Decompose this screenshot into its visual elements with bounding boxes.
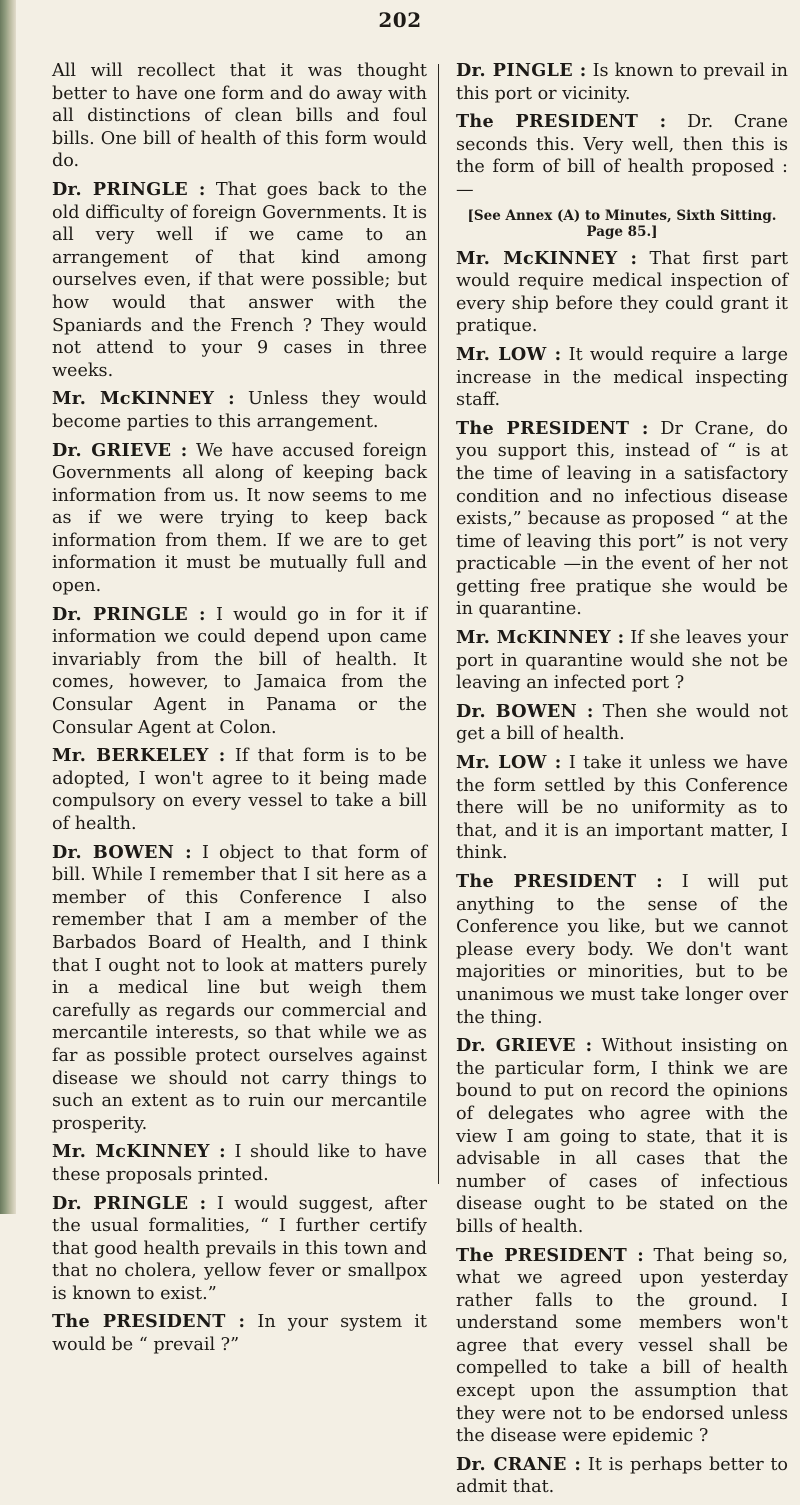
speaker-name: The PRESIDENT : [456, 871, 663, 892]
column-divider [438, 64, 439, 1184]
speaker-name: Mr. BERKELEY : [52, 745, 226, 767]
paragraph [456, 111, 788, 201]
paragraph [52, 60, 427, 173]
speaker-name: Dr. CRANE : [456, 1453, 582, 1475]
speech-text: Is known to prevail in this port or vicinity. [456, 61, 788, 104]
paragraph [456, 344, 788, 412]
speech-text: That goes back to the old difficulty of foreign Governments. It is all very well if we came to an arrangement of that kind among ourselves even, if that were possible; but how would that answer with the Spaniards and the French ? They would not attend to your 9 cases in three weeks. [52, 179, 427, 381]
speaker-name: The PRESIDENT : [456, 111, 667, 133]
speech-text: That being so, what we agreed upon yesterday rather falls to the ground. I understand some members won't agree that every vessel shall be compelled to take a bill of health except upon the assumption that they were not to be endorsed unless the disease were epidemic ? [456, 1245, 789, 1447]
paragraph [456, 418, 788, 621]
speaker-name: The PRESIDENT : [52, 1311, 246, 1333]
speaker-name: Mr. McKINNEY : [456, 247, 638, 269]
page-binding-edge [0, 0, 16, 1214]
paragraph [52, 1193, 427, 1306]
speech-text: I should like to have these proposals printed. [52, 1142, 428, 1185]
speaker-name: Dr. PINGLE : [456, 60, 587, 81]
paragraph [456, 871, 788, 1029]
paragraph [52, 745, 427, 835]
paragraph [52, 440, 427, 598]
speaker-name: Mr. LOW : [456, 752, 562, 774]
speaker-name: The PRESIDENT : [456, 417, 649, 439]
speech-text: I would suggest, after the usual formalities, “ I further certify that good health prevails in this town and that no cholera, yellow fever or smallpox is known to exist.” [52, 1193, 428, 1304]
speech-text: If that form is to be adopted, I won't agree to it being made compulsory on every vessel to take a bill of health. [52, 746, 427, 834]
paragraph [52, 388, 427, 433]
paragraph [52, 604, 427, 740]
paragraph [456, 1454, 788, 1499]
speech-text: It is perhaps better to admit that. [456, 1454, 789, 1498]
annex-note: [See Annex (A) to Minutes, Sixth Sitting. Page 85.] [467, 207, 777, 240]
speech-text: Unless they would become parties to this arrangement. [52, 389, 428, 432]
speaker-name: Dr. PRINGLE : [52, 603, 206, 625]
paragraph [52, 179, 427, 382]
speaker-name: Dr. GRIEVE : [52, 439, 188, 461]
speaker-name: Dr. BOWEN : [52, 841, 192, 863]
speaker-name: Dr. BOWEN : [456, 700, 594, 722]
page-number: 202 [378, 8, 422, 32]
speech-text: I take it unless we have the form settled by this Conference there will be no uniformity as to that, and it is an important matter, I think. [456, 753, 788, 864]
paragraph [456, 60, 788, 105]
paragraph [52, 842, 427, 1136]
speech-text: I object to that form of bill. While I remember that I sit here as a member of this Conference I also remember that I am a member of the Barbados Board of Health, and I think that I ought not to look at matters purely in a medical line but weigh them carefully as regards our commercial and mercantile interests, so that while we as far as possible protect ourselves against disease we should not carry things to such an extent as to ruin our mercantile prosperity. [52, 842, 428, 1134]
paragraph [52, 1311, 427, 1356]
speech-text: Dr Crane, do you support this, instead of “ is at the time of leaving in a satisfactory condition and no infectious disease exists,” because as proposed “ at the time of leaving this port” is not very practicable —in the event of her not getting free pratique she would be in quarantine. [456, 418, 788, 620]
speech-text: We have accused foreign Governments all along of keeping back information from us. It now seems to me as if we were trying to keep back information from them. If we are to get information it must be mutually full and open. [52, 440, 428, 597]
speech-text: I would go in for it if information we could depend upon came invariably from the bill of health. It comes, however, to Jamaica from the Consular Agent in Panama or the Consular Agent at Colon. [52, 604, 427, 738]
speech-text: Without insisting on the particular form, I think we are bound to put on record the opinions of delegates who agree with the view I am going to state, that it is advisable in all cases that the number of cases of infectious disease ought to be stated on the bills of health. [456, 1036, 789, 1237]
speaker-name: Mr. McKINNEY : [52, 1141, 226, 1163]
paragraph [52, 1141, 427, 1186]
speech-text: Dr. Crane seconds this. Very well, then this is the form of bill of health proposed :— [456, 112, 789, 200]
paragraph [456, 1035, 788, 1238]
speaker-name: Dr. PRINGLE : [52, 1192, 207, 1214]
speech-text: If she leaves your port in quarantine would she not be leaving an infected port ? [456, 628, 789, 694]
speech-text: That first part would require medical inspection of every ship before they could grant it pratique. [456, 248, 789, 337]
speaker-name: Dr. GRIEVE : [456, 1035, 593, 1057]
left-column [52, 60, 427, 1363]
paragraph [456, 701, 788, 746]
speech-text: Then she would not get a bill of health. [456, 701, 788, 745]
paragraph [456, 752, 788, 865]
speaker-name: Dr. PRINGLE : [52, 178, 206, 200]
paragraph [456, 627, 788, 695]
speaker-name: Mr. McKINNEY : [456, 627, 625, 649]
speaker-name: The PRESIDENT : [456, 1244, 645, 1266]
speech-text: In your system it would be “ prevail ?” [52, 1312, 427, 1356]
paragraph [456, 1245, 788, 1448]
right-column [456, 60, 788, 1505]
speech-text: It would require a large increase in the medical inspecting staff. [456, 344, 789, 411]
speech-text: I will put anything to the sense of the Conference you like, but we cannot please every body. We don't want majorities or minorities, but to be unanimous we must take longer over the thing. [456, 872, 788, 1028]
speaker-name: Mr. McKINNEY : [52, 388, 235, 410]
paragraph [456, 248, 788, 338]
speaker-name: Mr. LOW : [456, 343, 562, 365]
speech-text: All will recollect that it was thought better to have one form and do away with all distinctions of clean bills and foul bills. One bill of health of this form would do. [52, 61, 427, 172]
